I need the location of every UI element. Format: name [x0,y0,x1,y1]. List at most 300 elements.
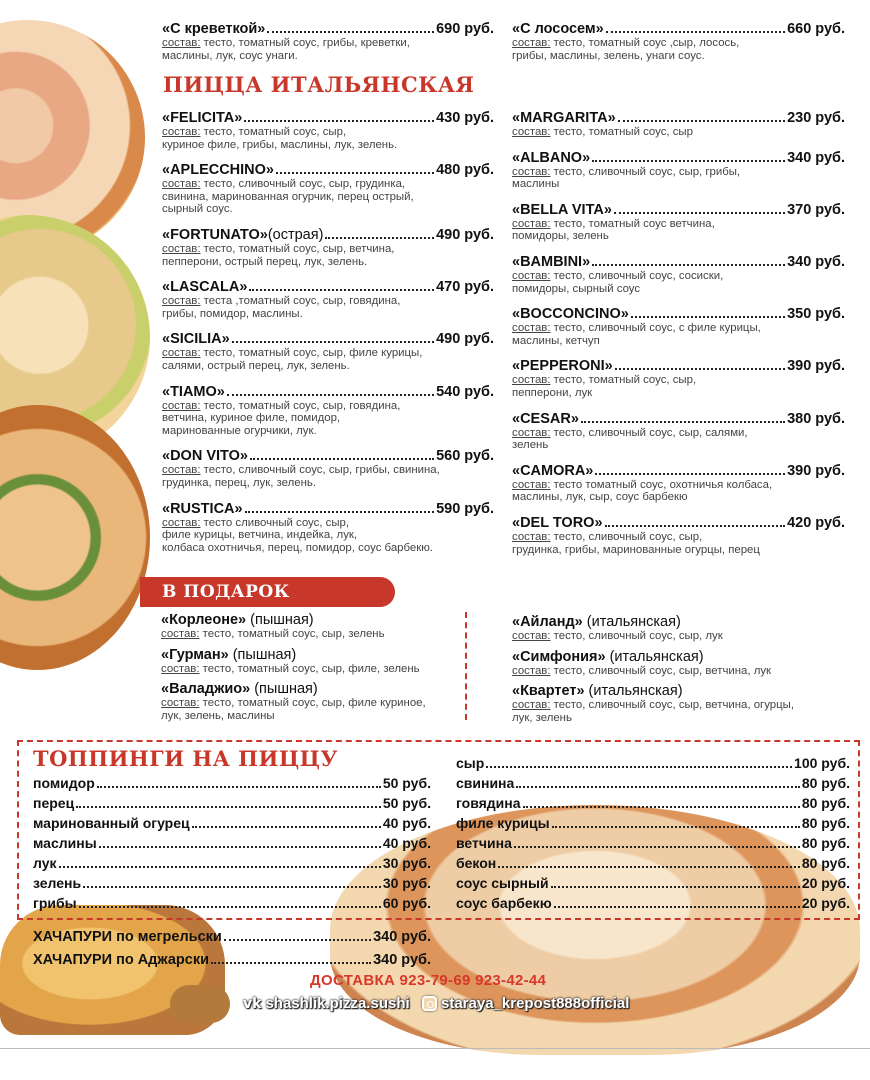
composition-label: состав: [512,530,551,543]
instagram-icon [422,996,437,1011]
instagram-handle: staraya_krepost888official [441,995,630,1012]
item-name: «BELLA VITA» [512,201,612,218]
instagram-link[interactable] [422,995,629,1012]
price-row [33,795,431,815]
composition-label: состав: [512,322,551,335]
menu-item [162,331,494,372]
row-price: 40 руб. [382,835,431,851]
italian-right-column [512,110,845,567]
menu-item [512,306,845,347]
menu-item [512,463,845,504]
item-composition [512,270,845,295]
composition-line: тесто, томатный соус, сыр, [203,126,347,138]
row-name: лук [33,855,57,871]
row-name: соус сырный [456,875,549,891]
row-price: 340 руб. [373,952,431,968]
vk-icon: vk [243,995,262,1012]
item-price: 480 руб. [436,162,494,179]
khachapuri-list [33,929,431,975]
row-name: бекон [456,855,497,871]
composition-line: тесто, сливочный соус, сыр, ветчина, огурцы, [553,699,794,712]
row-price: 30 руб. [382,875,431,891]
item-name: «RUSTICA» [162,500,243,517]
composition-line: тесто, томатный соус, сыр, зелень [202,628,385,640]
item-composition [161,697,461,722]
item-line [512,411,845,427]
composition-line: салями, острый перец, лук, зелень. [162,359,350,372]
row-name: зелень [33,875,82,891]
price-row [456,815,850,835]
row-price: 80 руб. [801,855,850,871]
composition-label: состав: [162,464,201,477]
composition-line: тесто, томатный соус, грибы, креветки, [203,37,410,49]
leader-dots [615,368,785,370]
row-name: говядина [456,795,521,811]
item-line [512,150,845,166]
composition-label: состав: [162,399,201,412]
composition-line: тесто, сливочный соус, сыр, [553,530,703,543]
composition-line: тесто, томатный соус, сыр, ветчина, [203,242,395,255]
item-composition [512,218,845,243]
row-name: перец [33,795,75,811]
item-composition [162,37,494,62]
item-composition [162,464,494,489]
item-price: 340 руб. [787,253,845,270]
leader-dots [79,906,381,908]
composition-line: лук, зелень, маслины [161,709,275,722]
composition-label: состав: [512,37,551,49]
composition-label: состав: [512,630,551,642]
row-name: ветчина [456,835,512,851]
item-name: «FORTUNATO» [162,226,268,243]
menu-item [161,681,461,722]
composition-line: тесто, томатный соус, сыр, филе, зелень [202,662,420,675]
menu-item [162,384,494,438]
item-composition [512,37,845,62]
price-row [33,855,431,875]
vk-handle: shashlik.pizza.sushi [265,995,410,1012]
price-row [456,795,850,815]
row-price: 80 руб. [801,775,850,791]
item-name: «CAMORA» [512,462,594,479]
item-name: «ALBANO» [512,149,591,166]
menu-item [512,254,845,295]
item-composition [512,665,842,678]
menu-item [512,614,842,643]
item-price: 490 руб. [436,331,494,348]
item-line [512,649,842,665]
item-line [512,306,845,322]
row-name: грибы [33,895,77,911]
item-composition [162,400,494,438]
item-line [162,384,494,400]
row-name: ХАЧАПУРИ по мегрельски [33,929,222,945]
italian-left-column [162,110,494,565]
composition-label: состав: [162,242,201,255]
item-price: 430 руб. [436,110,494,126]
item-composition [512,699,842,724]
composition-line: колбаса охотничья, перец, помидор, соус барбекю. [162,541,433,554]
row-price: 60 руб. [382,895,431,911]
leader-dots [592,160,785,162]
item-name: «PEPPERONI» [512,358,613,375]
composition-label: состав: [161,662,200,675]
leader-dots [486,766,792,768]
item-note: (итальянская) [605,648,704,665]
composition-label: состав: [512,478,551,491]
leader-dots [76,806,381,808]
composition-line: маринованные огурчики, лук. [162,424,317,437]
composition-line: тесто, сливочный соус, сыр, грибы, свинина, [203,464,440,477]
composition-line: пепперони, острый перец, лук, зелень. [162,255,368,268]
menu-item [512,202,845,243]
composition-line: грудинка, перец, лук, зелень. [162,476,316,489]
item-line [512,202,845,218]
composition-line: филе курицы, ветчина, индейка, лук, [162,529,358,542]
item-composition [512,322,845,347]
leader-dots [595,473,785,475]
item-composition [162,347,494,372]
item-composition [512,374,845,399]
item-line [512,110,845,126]
leader-dots [614,212,785,214]
item-line [162,448,494,464]
item-line [162,501,494,517]
leader-dots [224,939,371,941]
price-row [33,815,431,835]
row-name: сыр [456,755,485,771]
top-right-item-column [512,21,845,73]
item-note: (острая) [267,226,324,243]
composition-label: состав: [512,374,551,387]
item-composition [512,427,845,452]
item-price: 470 руб. [436,279,494,296]
menu-item [512,649,842,678]
row-name: маслины [33,835,97,851]
item-name: «BAMBINI» [512,253,591,270]
row-price: 80 руб. [801,815,850,831]
item-composition [162,517,494,555]
toppings-section-title: ТОППИНГИ НА ПИЦЦУ [33,746,338,771]
menu-item [512,21,845,62]
leader-dots [211,962,371,964]
top-left-item-column [162,21,494,73]
leader-dots [99,846,381,848]
gift-right-column [512,614,842,730]
composition-line: тесто, сливочный соус, сыр, ветчина, лук [553,664,772,677]
leader-dots [83,886,381,888]
composition-line: ветчина, куриное филе, помидор, [162,412,341,425]
row-price: 100 руб. [794,755,850,771]
composition-line: грудинка, грибы, маринованные огурцы, перец [512,543,760,556]
leader-dots [551,886,800,888]
menu-item [512,683,842,724]
item-name: «TIAMO» [162,383,225,400]
menu-item [512,411,845,452]
price-row [456,855,850,875]
item-composition [512,126,845,139]
item-line [161,612,461,628]
composition-line: тесто, сливочный соус, сыр, грибы, [553,165,741,178]
item-note: (пышная) [246,612,314,628]
item-price: 420 руб. [787,514,845,531]
price-row [456,755,850,775]
item-composition [161,628,461,641]
italian-section-title: ПИЦЦА ИТАЛЬЯНСКАЯ [163,72,475,97]
row-price: 50 руб. [382,775,431,791]
toppings-right-column [456,755,850,915]
item-price: 370 руб. [787,201,845,218]
composition-line: свинина, маринованная огурчик, перец острый, [162,190,414,203]
composition-label: состав: [512,165,551,178]
item-line [162,162,494,178]
leader-dots [232,341,434,343]
menu-item [162,279,494,320]
leader-dots [498,866,800,868]
composition-line: тесто сливочный соус, сыр, [203,516,350,529]
leader-dots [244,120,434,122]
composition-line: теста ,томатный соус, сыр, говядина, [203,295,401,308]
item-name: «DEL TORO» [512,514,603,531]
menu-item [162,162,494,216]
item-line [512,463,845,479]
row-price: 80 руб. [801,835,850,851]
item-name: «Квартет» [512,683,585,700]
item-name: «С креветкой» [162,21,266,37]
composition-label: состав: [162,516,201,529]
price-row [456,835,850,855]
leader-dots [605,525,786,527]
gift-left-column [161,612,461,728]
item-line [161,681,461,697]
leader-dots [514,846,800,848]
item-line [512,683,842,699]
composition-line: тесто, томатный соус, сыр, филе куриное, [202,697,426,710]
composition-line: тесто, томатный соус, сыр, филе курицы, [203,347,423,360]
menu-item [512,358,845,399]
row-price: 80 руб. [801,795,850,811]
item-name: «Симфония» [512,648,606,665]
item-price: 340 руб. [787,149,845,166]
item-name: «FELICITA» [162,110,243,126]
menu-item [162,501,494,555]
item-composition [512,630,842,643]
composition-line: тесто, сливочный соус, сосиски, [553,269,724,282]
composition-label: состав: [512,269,551,282]
item-price: 390 руб. [787,358,845,375]
leader-dots [192,826,381,828]
item-name: «CESAR» [512,410,579,427]
item-price: 560 руб. [436,448,494,465]
leader-dots [554,906,800,908]
wooden-board-image [170,985,230,1023]
item-price: 660 руб. [787,21,845,37]
price-row [33,875,431,895]
item-line [512,515,845,531]
item-composition [162,178,494,216]
item-price: 540 руб. [436,383,494,400]
leader-dots [97,786,381,788]
leader-dots [267,31,434,33]
item-name: «С лососем» [512,21,604,37]
composition-label: состав: [162,295,201,308]
composition-line: помидоры, сырный соус [512,282,641,295]
composition-line: грибы, маслины, зелень, унаги соус. [512,49,705,62]
item-name: «Айланд» [512,614,583,630]
row-name: свинина [456,775,515,791]
menu-item [162,21,494,62]
composition-label: состав: [512,426,551,439]
composition-label: состав: [162,347,201,360]
price-row [33,895,431,915]
item-line [512,254,845,270]
price-row [33,835,431,855]
item-composition [162,243,494,268]
toppings-left-column [33,775,431,915]
item-name: «SICILIA» [162,331,230,348]
item-line [162,227,494,243]
item-line [512,358,845,374]
item-price: 690 руб. [436,21,494,37]
composition-line: тесто, томатный соус, сыр, [553,374,697,387]
row-name: помидор [33,775,95,791]
leader-dots [618,120,785,122]
row-price: 340 руб. [373,929,431,945]
item-price: 390 руб. [787,462,845,479]
row-name: филе курицы [456,815,550,831]
item-price: 490 руб. [436,226,494,243]
composition-line: тесто, томатный соус, сыр, говядина, [203,399,401,412]
composition-line: тесто томатный соус, охотничья колбаса, [553,478,773,491]
composition-line: сырный соус. [162,203,233,216]
row-price: 40 руб. [382,815,431,831]
composition-line: маслины, кетчуп [512,334,600,347]
item-name: «Гурман» [161,646,229,663]
gift-section-banner: В ПОДАРОК [140,577,395,607]
item-composition [162,126,494,151]
item-note: (итальянская) [582,614,681,630]
leader-dots [581,421,785,423]
item-name: «Валаджио» [161,681,251,698]
vk-link[interactable] [243,995,410,1012]
price-row [33,929,431,952]
leader-dots [592,264,785,266]
row-name: соус барбекю [456,895,552,911]
gift-divider [465,612,467,720]
menu-item [512,150,845,191]
item-name: «BOCCONCINO» [512,306,629,323]
leader-dots [245,511,434,513]
composition-line: тесто, сливочный соус, сыр, лук [553,630,723,642]
row-price: 20 руб. [801,895,850,911]
page-bottom-divider [0,1048,870,1049]
menu-item [161,647,461,676]
composition-line: тесто, томатный соус ,сыр, лосось, [553,37,740,49]
item-name: «MARGARITA» [512,110,616,126]
leader-dots [552,826,800,828]
composition-line: тесто, сливочный соус, сыр, салями, [553,426,748,439]
composition-line: тесто, сливочный соус, с филе курицы, [553,322,761,335]
item-line [161,647,461,663]
leader-dots [606,31,785,33]
item-line [162,279,494,295]
composition-line: грибы, помидор, маслины. [162,307,303,320]
composition-line: маслины, лук, сыр, соус барбекю [512,491,688,504]
leader-dots [523,806,800,808]
row-price: 20 руб. [801,875,850,891]
composition-line: помидоры, зелень [512,230,609,243]
delivery-phones: ДОСТАВКА 923-79-69 923-42-44 [310,972,547,989]
pizza-image-pepper [0,405,150,670]
leader-dots [516,786,800,788]
item-line [162,110,494,126]
item-note: (итальянская) [584,683,683,700]
composition-line: маслины [512,178,560,191]
leader-dots [325,237,434,239]
composition-line: тесто, томатный соус ветчина, [553,217,715,230]
leader-dots [631,316,785,318]
menu-item [162,227,494,268]
row-name: маринованный огурец [33,815,190,831]
composition-label: состав: [512,217,551,230]
composition-label: состав: [512,664,551,677]
leader-dots [59,866,381,868]
leader-dots [227,394,434,396]
composition-label: состав: [512,699,551,712]
item-price: 230 руб. [787,110,845,126]
row-price: 50 руб. [382,795,431,811]
composition-label: состав: [161,697,200,710]
leader-dots [249,289,434,291]
composition-label: состав: [162,126,201,138]
item-price: 380 руб. [787,410,845,427]
composition-line: зелень [512,439,549,452]
item-composition [512,166,845,191]
composition-line: куриное филе, грибы, маслины, лук, зелень. [162,138,398,151]
menu-item [512,110,845,139]
leader-dots [250,458,434,460]
price-row [456,875,850,895]
item-composition [161,663,461,676]
row-name: ХАЧАПУРИ по Аджарски [33,952,210,968]
composition-label: состав: [512,126,551,138]
item-name: «LASCALA» [162,279,248,296]
menu-item [161,612,461,641]
leader-dots [276,172,434,174]
item-composition [512,479,845,504]
price-row [33,775,431,795]
composition-line: лук, зелень [512,711,572,724]
item-price: 590 руб. [436,500,494,517]
item-line [162,331,494,347]
item-name: «DON VITO» [162,448,248,465]
composition-label: состав: [162,37,201,49]
composition-line: маслины, лук, соус унаги. [162,49,298,62]
price-row [456,775,850,795]
composition-label: состав: [162,178,201,191]
menu-item [162,110,494,151]
composition-line: тесто, томатный соус, сыр [553,126,693,138]
menu-item [162,448,494,489]
item-name: «Корлеоне» [161,612,247,628]
item-composition [512,531,845,556]
composition-line: тесто, сливочный соус, сыр, грудинка, [203,178,406,191]
item-price: 350 руб. [787,306,845,323]
composition-label: состав: [161,628,200,640]
item-note: (пышная) [228,646,297,663]
item-line [512,614,842,630]
row-price: 30 руб. [382,855,431,871]
